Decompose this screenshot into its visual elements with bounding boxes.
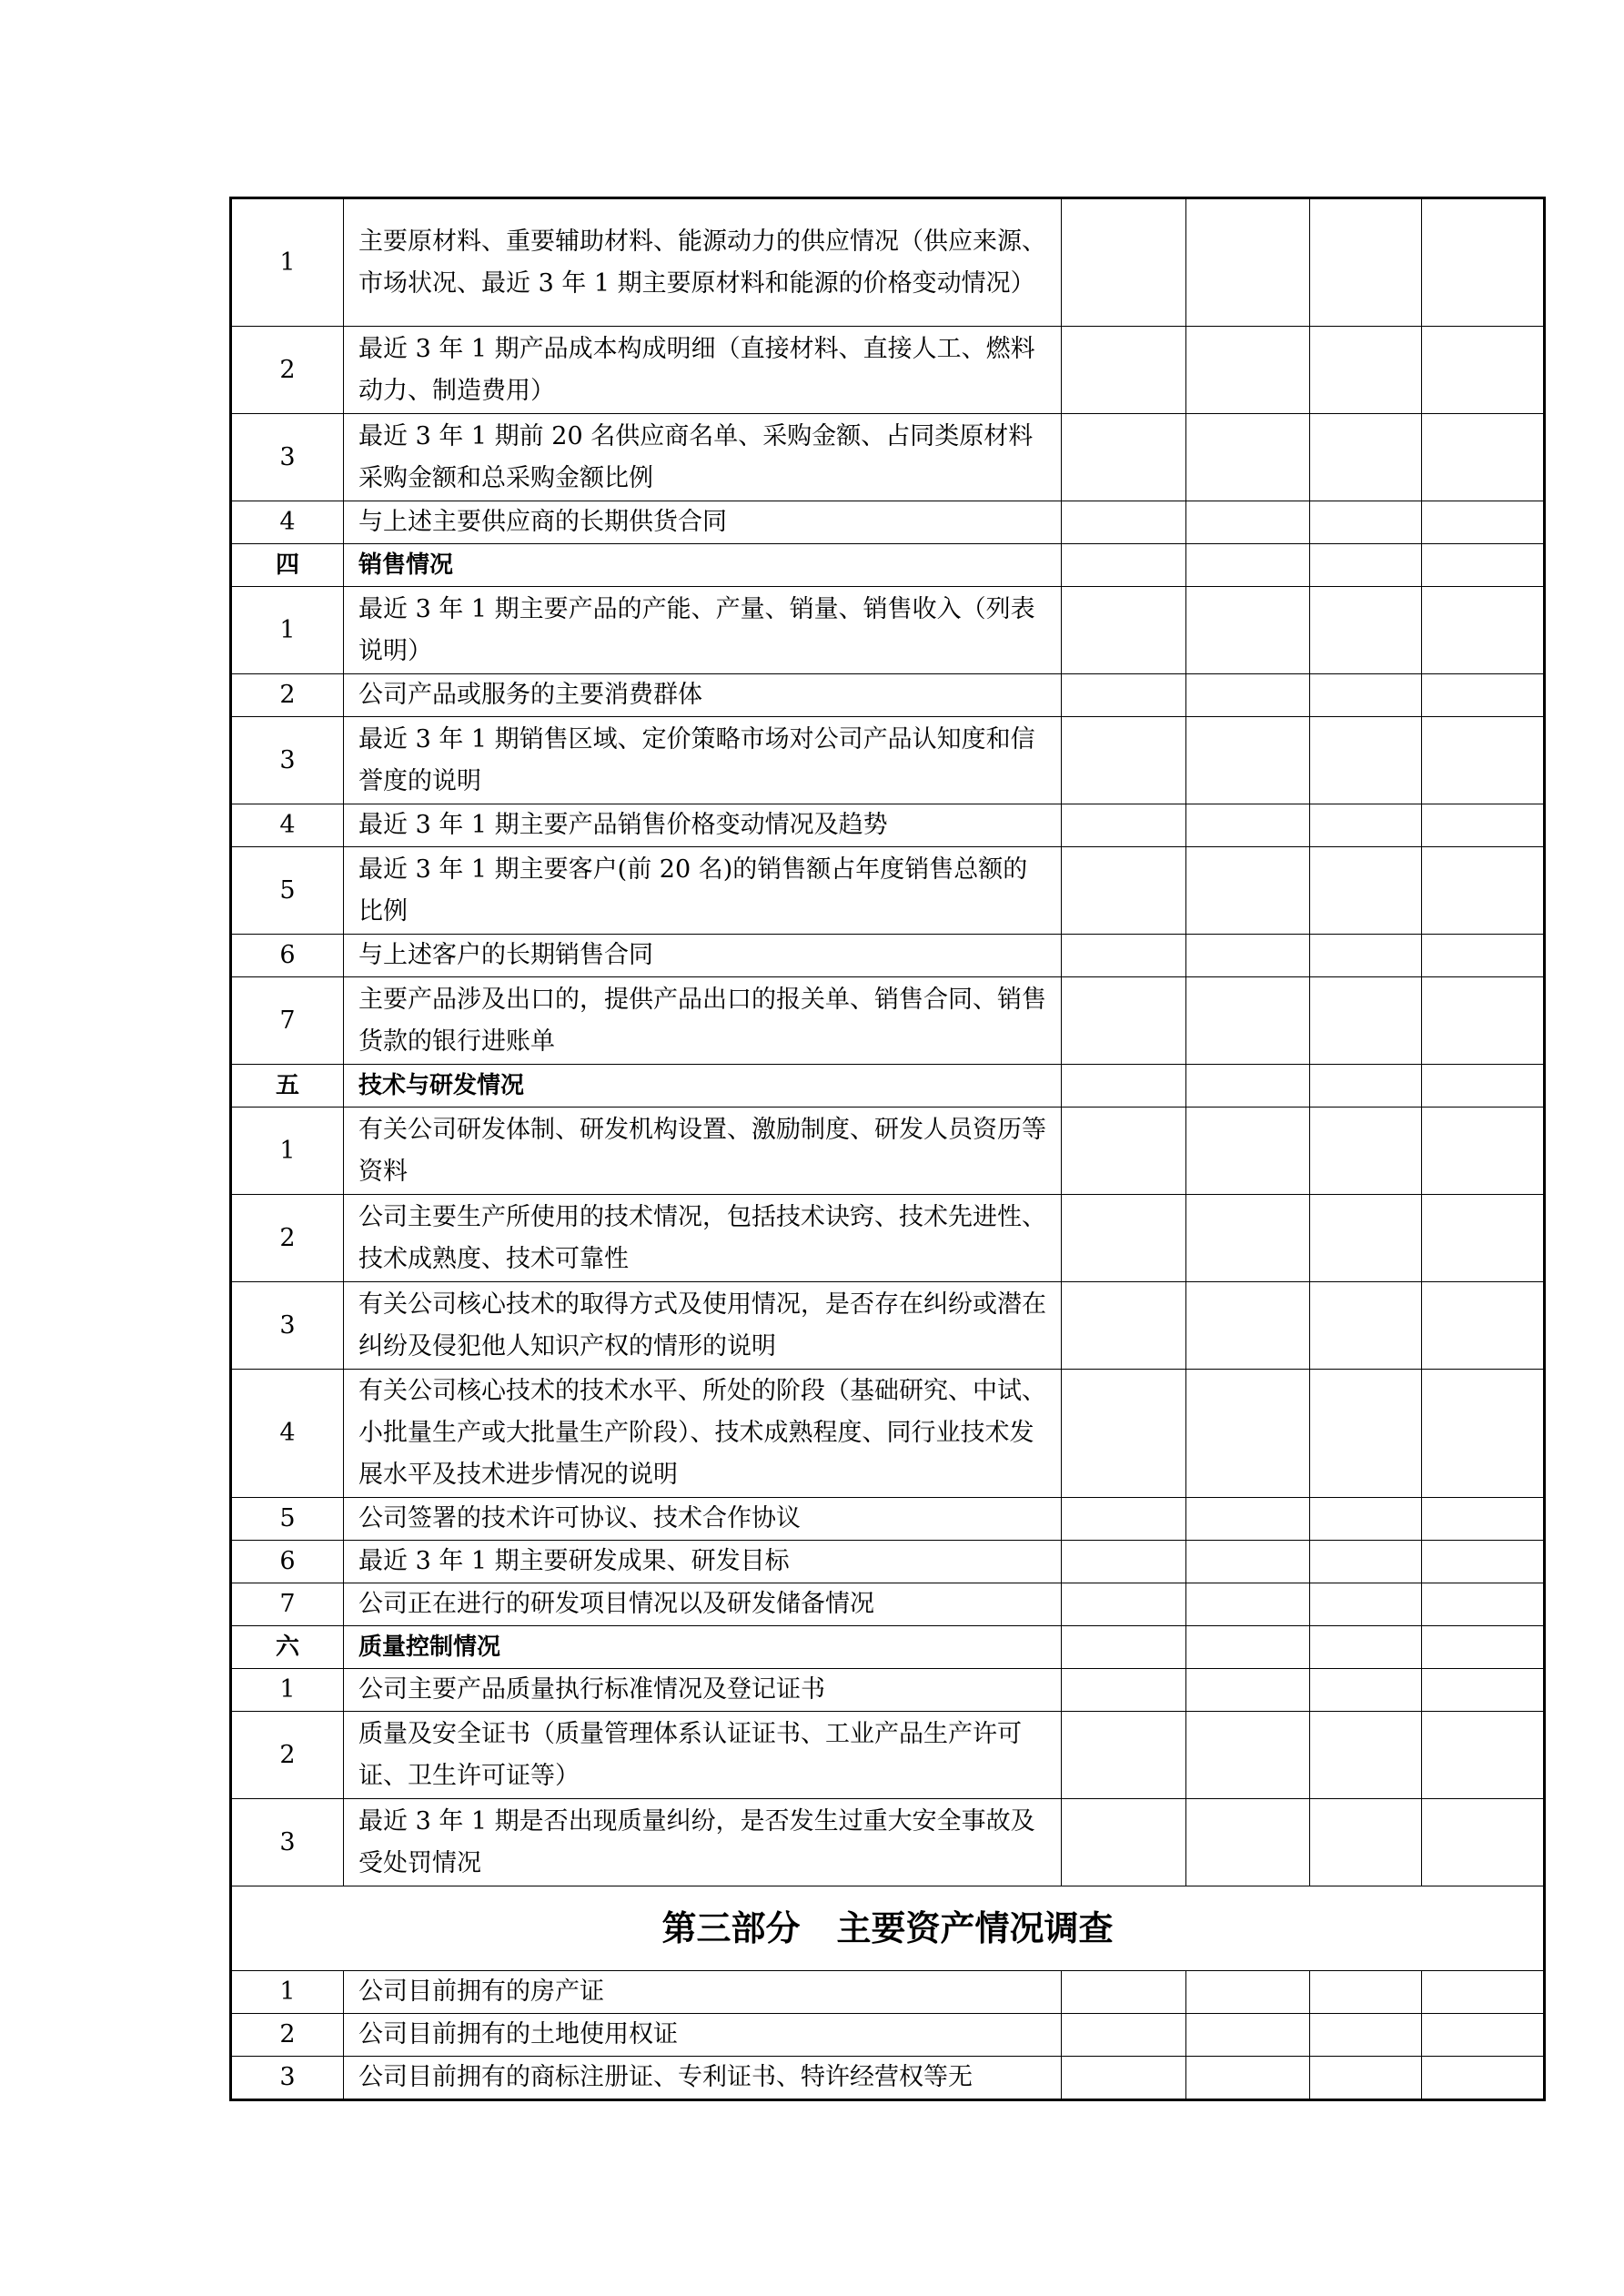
- empty-cell: [1422, 2014, 1545, 2057]
- row-number: 2: [231, 674, 344, 717]
- row-description: 质量及安全证书（质量管理体系认证证书、工业产品生产许可证、卫生许可证等）: [344, 1712, 1062, 1799]
- table-row: [231, 977, 1545, 1065]
- empty-cell: [1062, 501, 1186, 544]
- table-row: [231, 1498, 1545, 1541]
- row-description: 与上述客户的长期销售合同: [344, 935, 1062, 977]
- empty-cell: [1310, 327, 1422, 414]
- empty-cell: [1310, 1971, 1422, 2014]
- table-row: [231, 804, 1545, 847]
- empty-cell: [1422, 674, 1545, 717]
- table-row: [231, 1583, 1545, 1626]
- empty-cell: [1310, 1282, 1422, 1370]
- table-row: [231, 717, 1545, 804]
- empty-cell: [1062, 2057, 1186, 2100]
- empty-cell: [1310, 587, 1422, 674]
- empty-cell: [1310, 804, 1422, 847]
- table-row: [231, 1971, 1545, 2014]
- row-number: 3: [231, 1799, 344, 1886]
- empty-cell: [1422, 587, 1545, 674]
- empty-cell: [1186, 1583, 1310, 1626]
- row-number: 5: [231, 1498, 344, 1541]
- row-number: 6: [231, 1541, 344, 1583]
- empty-cell: [1310, 2057, 1422, 2100]
- part-heading-title: 主要资产情况调查: [836, 1908, 1114, 1948]
- row-description: 公司产品或服务的主要消费群体: [344, 674, 1062, 717]
- empty-cell: [1310, 1498, 1422, 1541]
- row-description: 最近 3 年 1 期主要产品销售价格变动情况及趋势: [344, 804, 1062, 847]
- row-description: 公司正在进行的研发项目情况以及研发储备情况: [344, 1583, 1062, 1626]
- row-number: 3: [231, 414, 344, 501]
- empty-cell: [1422, 1108, 1545, 1195]
- empty-cell: [1186, 1971, 1310, 2014]
- empty-cell: [1422, 1583, 1545, 1626]
- empty-cell: [1062, 717, 1186, 804]
- part-heading: [231, 1886, 1545, 1971]
- empty-cell: [1186, 1065, 1310, 1108]
- table-row: [231, 1370, 1545, 1498]
- row-description: 最近 3 年 1 期主要产品的产能、产量、销量、销售收入（列表说明）: [344, 587, 1062, 674]
- row-number: 4: [231, 804, 344, 847]
- row-number: 2: [231, 1712, 344, 1799]
- empty-cell: [1062, 544, 1186, 587]
- empty-cell: [1062, 1971, 1186, 2014]
- row-description: 公司主要产品质量执行标准情况及登记证书: [344, 1669, 1062, 1712]
- empty-cell: [1422, 1712, 1545, 1799]
- table-row: [231, 1282, 1545, 1370]
- empty-cell: [1062, 1583, 1186, 1626]
- row-description: 最近 3 年 1 期产品成本构成明细（直接材料、直接人工、燃料动力、制造费用）: [344, 327, 1062, 414]
- empty-cell: [1186, 717, 1310, 804]
- empty-cell: [1310, 717, 1422, 804]
- empty-cell: [1310, 1541, 1422, 1583]
- empty-cell: [1422, 2057, 1545, 2100]
- row-number: 7: [231, 977, 344, 1065]
- empty-cell: [1310, 1195, 1422, 1282]
- empty-cell: [1310, 977, 1422, 1065]
- row-description: 公司目前拥有的商标注册证、专利证书、特许经营权等无: [344, 2057, 1062, 2100]
- empty-cell: [1422, 544, 1545, 587]
- empty-cell: [1422, 1541, 1545, 1583]
- row-description: 有关公司研发体制、研发机构设置、激励制度、研发人员资历等资料: [344, 1108, 1062, 1195]
- empty-cell: [1186, 1669, 1310, 1712]
- empty-cell: [1422, 1370, 1545, 1498]
- table-row: [231, 1669, 1545, 1712]
- empty-cell: [1186, 1108, 1310, 1195]
- row-number: 1: [231, 1971, 344, 2014]
- empty-cell: [1062, 1712, 1186, 1799]
- row-description: 最近 3 年 1 期主要研发成果、研发目标: [344, 1541, 1062, 1583]
- checklist-table: [229, 197, 1546, 2101]
- empty-cell: [1062, 1108, 1186, 1195]
- row-number: 6: [231, 935, 344, 977]
- empty-cell: [1422, 327, 1545, 414]
- row-number: 7: [231, 1583, 344, 1626]
- table-row: [231, 587, 1545, 674]
- row-description: 有关公司核心技术的技术水平、所处的阶段（基础研究、中试、小批量生产或大批量生产阶段）、技术成熟程度、同行业技术发展水平及技术进步情况的说明: [344, 1370, 1062, 1498]
- empty-cell: [1186, 977, 1310, 1065]
- section-row: [231, 1626, 1545, 1669]
- row-number: 1: [231, 1108, 344, 1195]
- empty-cell: [1310, 198, 1422, 327]
- empty-cell: [1186, 1370, 1310, 1498]
- empty-cell: [1422, 977, 1545, 1065]
- empty-cell: [1310, 544, 1422, 587]
- row-description: 公司主要生产所使用的技术情况，包括技术诀窍、技术先进性、技术成熟度、技术可靠性: [344, 1195, 1062, 1282]
- empty-cell: [1310, 1065, 1422, 1108]
- section-number: 六: [231, 1626, 344, 1669]
- table-row: [231, 1541, 1545, 1583]
- row-description: 主要原材料、重要辅助材料、能源动力的供应情况（供应来源、市场状况、最近 3 年 1 期主要原材料和能源的价格变动情况）: [344, 198, 1062, 327]
- empty-cell: [1422, 1799, 1545, 1886]
- row-description: 公司目前拥有的土地使用权证: [344, 2014, 1062, 2057]
- checklist-body: [231, 198, 1545, 2100]
- row-number: 3: [231, 717, 344, 804]
- row-description: 最近 3 年 1 期前 20 名供应商名单、采购金额、占同类原材料采购金额和总采购金额比例: [344, 414, 1062, 501]
- table-row: [231, 1108, 1545, 1195]
- table-row: [231, 198, 1545, 327]
- row-number: 2: [231, 327, 344, 414]
- empty-cell: [1422, 1282, 1545, 1370]
- empty-cell: [1310, 1626, 1422, 1669]
- empty-cell: [1062, 674, 1186, 717]
- empty-cell: [1062, 587, 1186, 674]
- table-row: [231, 1712, 1545, 1799]
- table-row: [231, 414, 1545, 501]
- empty-cell: [1186, 501, 1310, 544]
- table-row: [231, 2057, 1545, 2100]
- empty-cell: [1310, 2014, 1422, 2057]
- empty-cell: [1422, 198, 1545, 327]
- row-description: 最近 3 年 1 期主要客户(前 20 名)的销售额占年度销售总额的比例: [344, 847, 1062, 935]
- empty-cell: [1310, 1370, 1422, 1498]
- row-description: 公司目前拥有的房产证: [344, 1971, 1062, 2014]
- part-heading-number: 第三部分: [661, 1908, 801, 1948]
- part-heading-row: [231, 1886, 1545, 1971]
- empty-cell: [1062, 1799, 1186, 1886]
- empty-cell: [1422, 1498, 1545, 1541]
- empty-cell: [1062, 847, 1186, 935]
- section-number: 五: [231, 1065, 344, 1108]
- empty-cell: [1062, 1669, 1186, 1712]
- empty-cell: [1310, 1669, 1422, 1712]
- empty-cell: [1062, 977, 1186, 1065]
- empty-cell: [1422, 804, 1545, 847]
- empty-cell: [1062, 804, 1186, 847]
- section-row: [231, 544, 1545, 587]
- empty-cell: [1186, 2057, 1310, 2100]
- table-row: [231, 674, 1545, 717]
- row-number: 3: [231, 2057, 344, 2100]
- empty-cell: [1062, 327, 1186, 414]
- empty-cell: [1310, 847, 1422, 935]
- empty-cell: [1422, 1626, 1545, 1669]
- empty-cell: [1310, 501, 1422, 544]
- row-description: 最近 3 年 1 期是否出现质量纠纷，是否发生过重大安全事故及受处罚情况: [344, 1799, 1062, 1886]
- empty-cell: [1062, 2014, 1186, 2057]
- empty-cell: [1186, 1195, 1310, 1282]
- row-number: 2: [231, 1195, 344, 1282]
- empty-cell: [1062, 198, 1186, 327]
- empty-cell: [1186, 414, 1310, 501]
- empty-cell: [1186, 544, 1310, 587]
- empty-cell: [1422, 717, 1545, 804]
- empty-cell: [1422, 935, 1545, 977]
- empty-cell: [1062, 1498, 1186, 1541]
- empty-cell: [1062, 1282, 1186, 1370]
- row-number: 1: [231, 587, 344, 674]
- row-description: 与上述主要供应商的长期供货合同: [344, 501, 1062, 544]
- empty-cell: [1186, 198, 1310, 327]
- empty-cell: [1062, 1065, 1186, 1108]
- table-row: [231, 327, 1545, 414]
- empty-cell: [1062, 414, 1186, 501]
- row-number: 3: [231, 1282, 344, 1370]
- row-description: 主要产品涉及出口的，提供产品出口的报关单、销售合同、销售货款的银行进账单: [344, 977, 1062, 1065]
- empty-cell: [1310, 674, 1422, 717]
- row-number: 1: [231, 1669, 344, 1712]
- section-number: 四: [231, 544, 344, 587]
- empty-cell: [1062, 1541, 1186, 1583]
- table-row: [231, 847, 1545, 935]
- empty-cell: [1062, 1626, 1186, 1669]
- empty-cell: [1186, 935, 1310, 977]
- row-number: 2: [231, 2014, 344, 2057]
- section-title: 质量控制情况: [344, 1626, 1062, 1669]
- empty-cell: [1062, 1195, 1186, 1282]
- section-title: 技术与研发情况: [344, 1065, 1062, 1108]
- table-row: [231, 1195, 1545, 1282]
- table-row: [231, 2014, 1545, 2057]
- empty-cell: [1310, 1712, 1422, 1799]
- row-description: 公司签署的技术许可协议、技术合作协议: [344, 1498, 1062, 1541]
- row-description: 有关公司核心技术的取得方式及使用情况，是否存在纠纷或潜在纠纷及侵犯他人知识产权的情形的说明: [344, 1282, 1062, 1370]
- empty-cell: [1186, 1626, 1310, 1669]
- table-row: [231, 1799, 1545, 1886]
- row-number: 1: [231, 198, 344, 327]
- empty-cell: [1186, 804, 1310, 847]
- empty-cell: [1186, 847, 1310, 935]
- section-title: 销售情况: [344, 544, 1062, 587]
- table-row: [231, 935, 1545, 977]
- table-row: [231, 501, 1545, 544]
- empty-cell: [1310, 935, 1422, 977]
- empty-cell: [1062, 1370, 1186, 1498]
- empty-cell: [1186, 327, 1310, 414]
- empty-cell: [1422, 1065, 1545, 1108]
- empty-cell: [1422, 501, 1545, 544]
- empty-cell: [1186, 2014, 1310, 2057]
- empty-cell: [1186, 1282, 1310, 1370]
- empty-cell: [1310, 1583, 1422, 1626]
- empty-cell: [1186, 1712, 1310, 1799]
- empty-cell: [1310, 1108, 1422, 1195]
- empty-cell: [1186, 1541, 1310, 1583]
- empty-cell: [1422, 1971, 1545, 2014]
- empty-cell: [1422, 1669, 1545, 1712]
- empty-cell: [1310, 1799, 1422, 1886]
- empty-cell: [1186, 674, 1310, 717]
- empty-cell: [1186, 587, 1310, 674]
- empty-cell: [1186, 1799, 1310, 1886]
- empty-cell: [1062, 935, 1186, 977]
- row-number: 4: [231, 1370, 344, 1498]
- empty-cell: [1422, 1195, 1545, 1282]
- empty-cell: [1310, 414, 1422, 501]
- section-row: [231, 1065, 1545, 1108]
- empty-cell: [1422, 414, 1545, 501]
- row-description: 最近 3 年 1 期销售区域、定价策略市场对公司产品认知度和信誉度的说明: [344, 717, 1062, 804]
- row-number: 5: [231, 847, 344, 935]
- row-number: 4: [231, 501, 344, 544]
- empty-cell: [1186, 1498, 1310, 1541]
- empty-cell: [1422, 847, 1545, 935]
